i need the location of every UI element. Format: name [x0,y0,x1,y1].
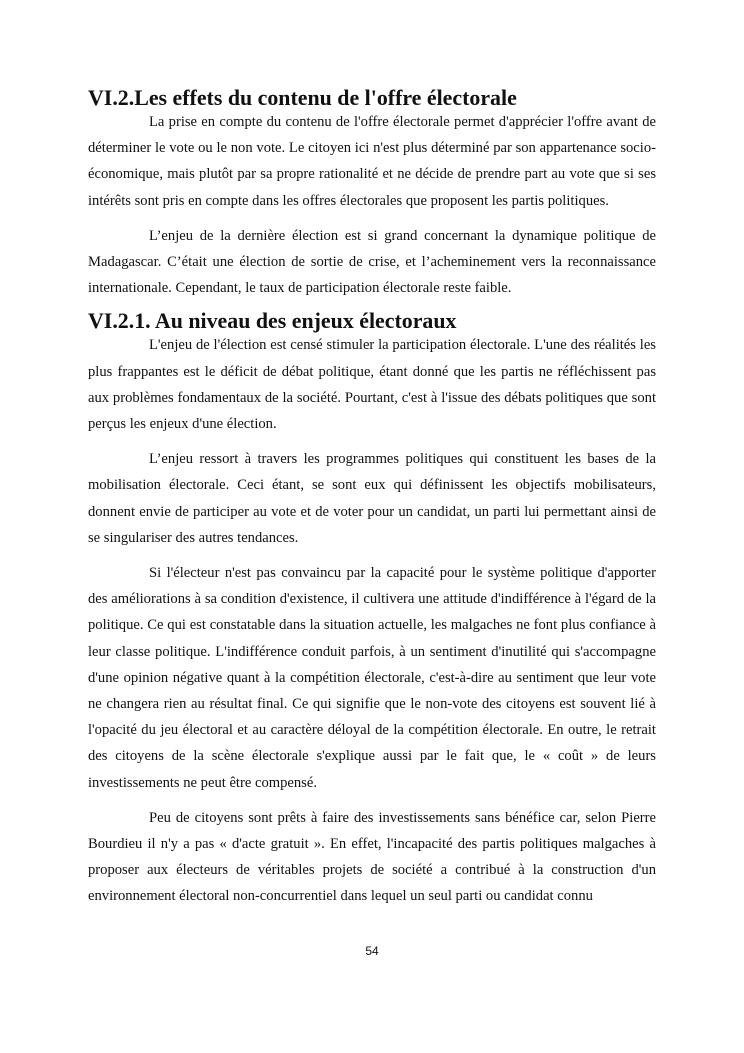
section-heading-effets-offre: VI.2.Les effets du contenu de l'offre électorale [88,85,517,110]
page-number: 54 [365,944,379,958]
paragraph: L'enjeu de l'élection est censé stimuler la participation électorale. L'une des réalités les plus frappantes est le déficit de débat politique, étant donné que les partis ne réfléchissent pas aux problèmes fondamentaux de la société. Pourtant, c'est à l'issue des débats politiques que sont perçus les enjeux d'une élection. [88,337,656,433]
section-heading-enjeux-electoraux: VI.2.1. Au niveau des enjeux électoraux [88,308,457,334]
paragraph: L’enjeu ressort à travers les programmes politiques qui constituent les bases de la mobilisation électorale. Ceci étant, se sont eux qui définissent les objectifs mobilisateurs, donnent envie de participer au vote et de voter pour un candidat, un parti lui permettant ainsi de se singulariser des autres tendances. [88,451,656,546]
paragraph: La prise en compte du contenu de l'offre électorale permet d'apprécier l'offre avant de déterminer le vote ou le non vote. Le citoyen ici n'est plus déterminé par son appartenance socio-économique, mais plutôt par sa propre rationalité et ne décide de prendre part au vote que si ses intérêts sont pris en compte dans les offres électorales que proposent les partis politiques. [88,114,656,209]
paragraph: L’enjeu de la dernière élection est si grand concernant la dynamique politique de Madagascar. C’était une élection de sortie de crise, et l’acheminement vers la reconnaissance internationale. Cependant, le taux de participation électorale reste faible. [88,227,656,297]
page-body [88,87,656,919]
paragraph: Si l'électeur n'est pas convaincu par la capacité pour le système politique d'apporter des améliorations à sa condition d'existence, il cultivera une attitude d'indifférence à l'égard de la politique. Ce qui est constatable dans la situation actuelle, les malgaches ne font plus confiance à leur classe politique. L'indifférence conduit parfois, à un sentiment d'inutilité qui s'accompagne d'une opinion négative quant à la compétition électorale, c'est-à-dire au sentiment que leur vote ne changera rien au résultat final. Ce qui signifie que le non-vote des citoyens est souvent lié à l'opacité du jeu électoral et au caractère déloyal de la compétition électorale. En outre, le retrait des citoyens de la scène électorale s'explique aussi par le fait que, le « coût » de leurs investissements ne peut être compensé. [88,565,656,791]
paragraph: Peu de citoyens sont prêts à faire des investissements sans bénéfice car, selon Pierre Bourdieu il n'y a pas « d'acte gratuit ». En effet, l'incapacité des partis politiques malgaches à proposer aux électeurs de véritables projets de société a contribué à la construction d'un environnement électoral non-concurrentiel dans lequel un seul parti ou candidat connu [88,809,656,905]
